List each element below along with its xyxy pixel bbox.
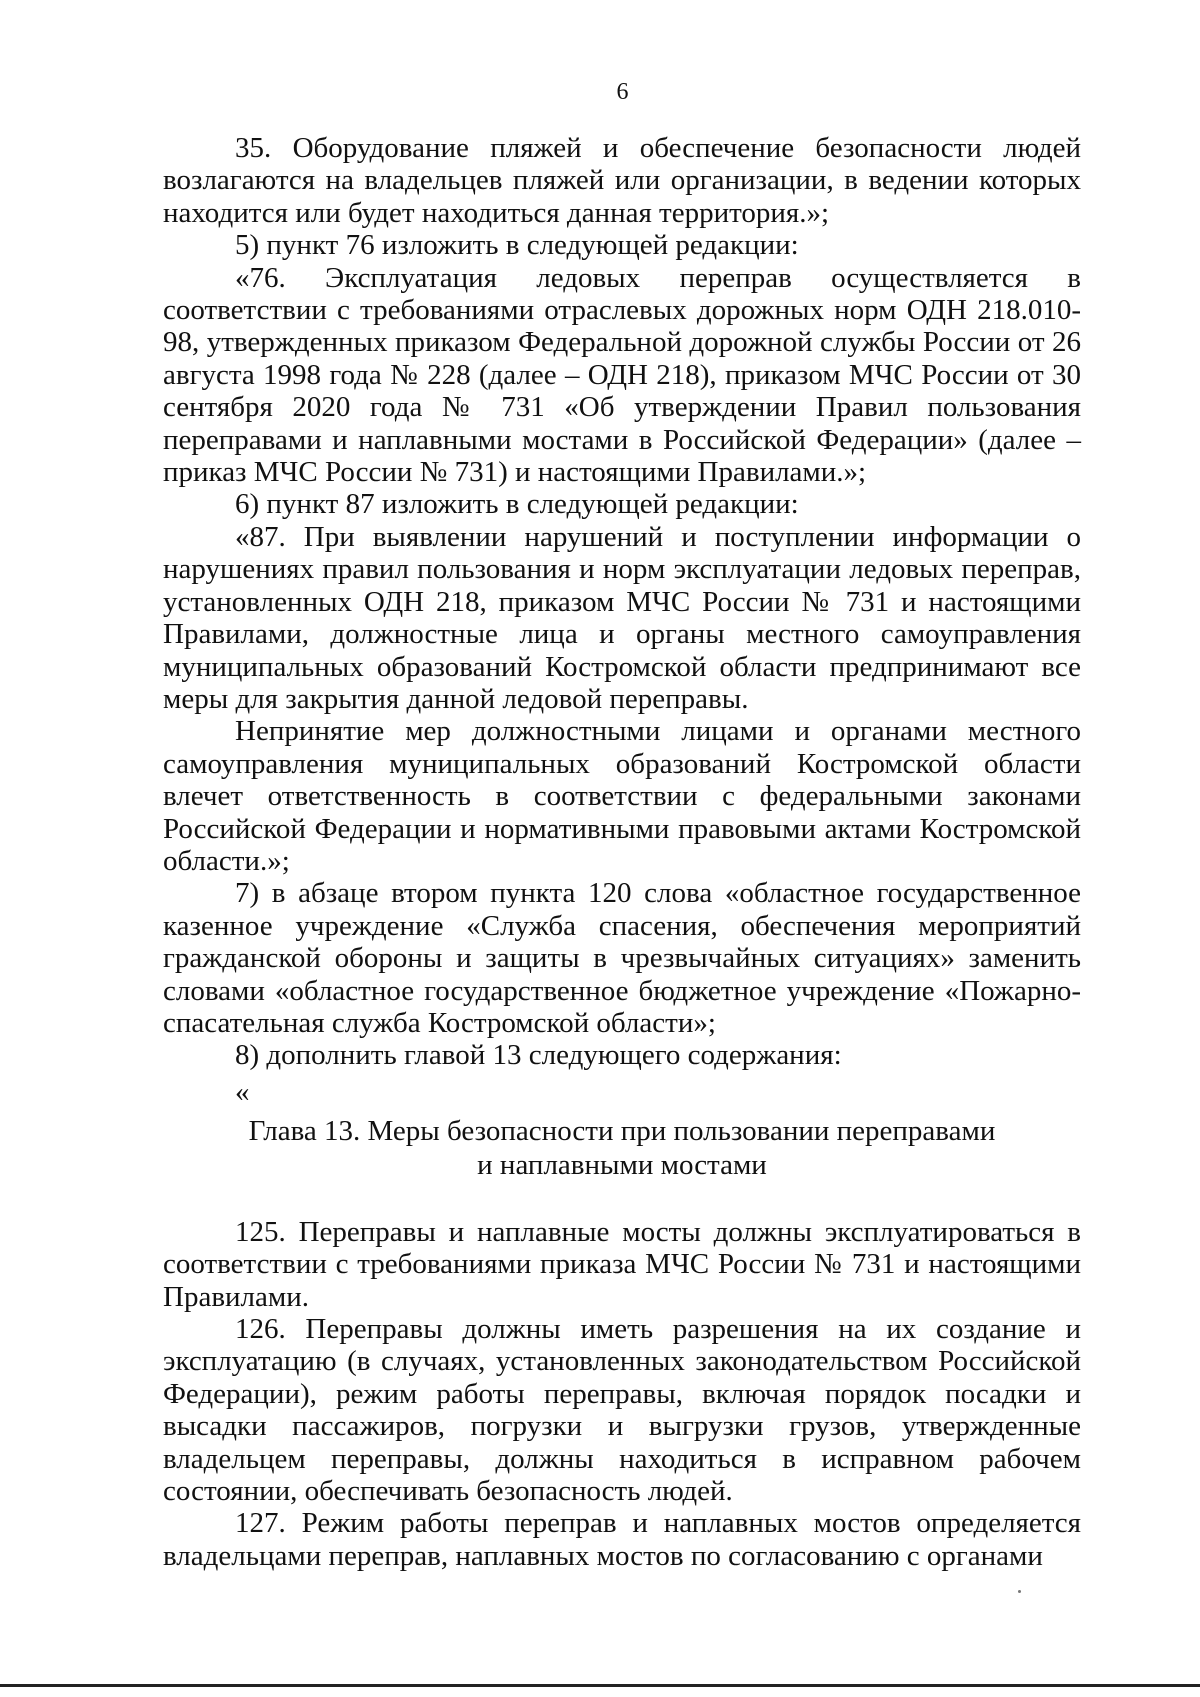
- page-number: 6: [616, 79, 629, 105]
- paragraph-127: 127. Режим работы переправ и наплавных мостов определяется владельцами переправ, наплавных мостов по согласованию с органами: [163, 1507, 1081, 1572]
- paragraph-87: «87. При выявлении нарушений и поступлении информации о нарушениях правил пользования и норм эксплуатации ледовых переправ, установленных ОДН 218, приказом МЧС России № 731 и настоящими Правилами, должностные лица и органы местного самоуправления муниципальных образований Костромской области предпринимают все меры для закрытия данной ледовой переправы.: [163, 520, 1081, 715]
- paragraph-item-6: 6) пункт 87 изложить в следующей редакции:: [235, 488, 799, 521]
- paragraph-125: 125. Переправы и наплавные мосты должны эксплуатироваться в соответствии с требованиями приказа МЧС России № 731 и настоящими Правилами.: [163, 1215, 1081, 1313]
- scan-speck: [1018, 1590, 1021, 1593]
- chapter-title: [163, 1114, 1081, 1182]
- paragraph-126: 126. Переправы должны иметь разрешения на их создание и эксплуатацию (в случаях, установленных законодательством Российской Федерации), режим работы переправы, включая порядок посадки и высадки пассажиров, погрузки и выгрузки грузов, утвержденные владельцем переправы, должны находиться в исправном рабочем состоянии, обеспечивать безопасность людей.: [163, 1313, 1081, 1508]
- paragraph-item-7: 7) в абзаце втором пункта 120 слова «областное государственное казенное учреждение «Служба спасения, обеспечения мероприятий гражданской обороны и защиты в чрезвычайных ситуациях» заменить словами «областное государственное бюджетное учреждение «Пожарно-спасательная служба Костромской области»;: [163, 877, 1081, 1039]
- paragraph-76: «76. Эксплуатация ледовых переправ осуществляется в соответствии с требованиями отраслевых дорожных норм ОДН 218.010-98, утвержденных приказом Федеральной дорожной службы России от 26 августа 1998 года № 228 (далее – ОДН 218), приказом МЧС России от 30 сентября 2020 года № 731 «Об утверждении Правил пользования переправами и наплавными мостами в Российской Федерации» (далее – приказ МЧС России № 731) и настоящими Правилами.»;: [163, 261, 1081, 489]
- paragraph-35: 35. Оборудование пляжей и обеспечение безопасности людей возлагаются на владельцев пляжей или организации, в ведении которых находится или будет находиться данная территория.»;: [163, 132, 1081, 229]
- paragraph-item-8: 8) дополнить главой 13 следующего содержания:: [235, 1039, 842, 1072]
- opening-quote: «: [235, 1075, 250, 1108]
- chapter-title-line-1: Глава 13. Меры безопасности при пользовании переправами: [248, 1114, 996, 1147]
- paragraph-item-5: 5) пункт 76 изложить в следующей редакции:: [235, 229, 799, 262]
- paragraph-87-continued: Непринятие мер должностными лицами и органами местного самоуправления муниципальных образований Костромской области влечет ответственность в соответствии с федеральными законами Российской Федерации и нормативными правовыми актами Костромской области.»;: [163, 715, 1081, 877]
- document-body: [163, 132, 1081, 1572]
- chapter-title-line-2: и наплавными мостами: [477, 1148, 767, 1181]
- scan-edge-line: [0, 1684, 1200, 1687]
